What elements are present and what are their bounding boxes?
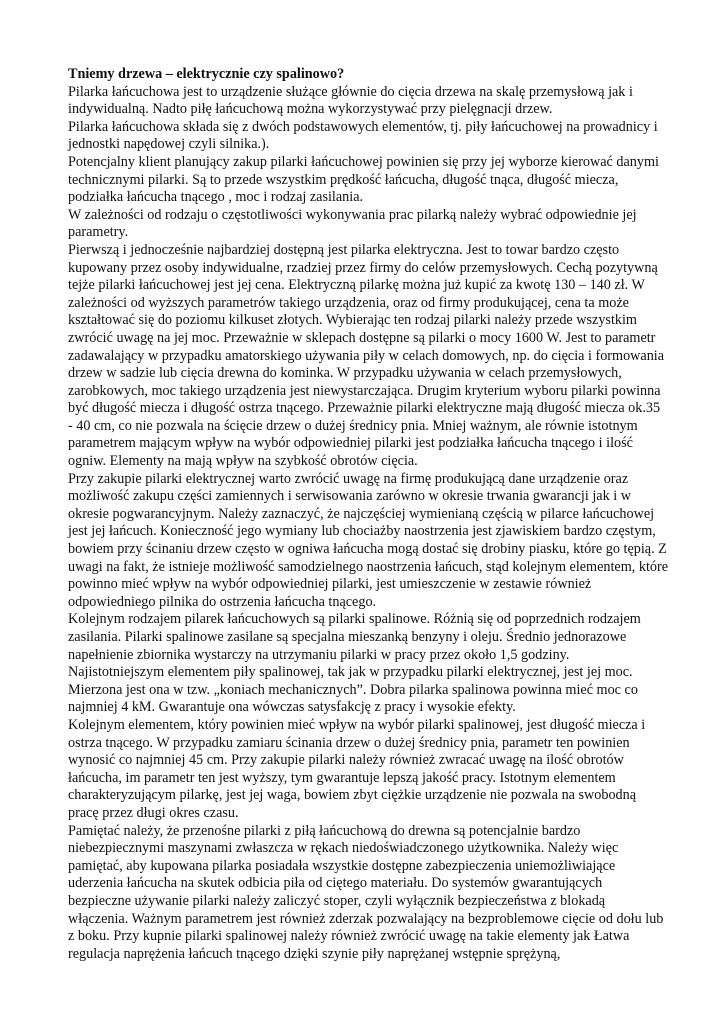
paragraph-intro: Pilarka łańcuchowa jest to urządzenie służące głównie do cięcia drzewa na skalę przemysłową jak i indywidualną. Nadto piłę łańcuchową można wykorzystywać przy pielęgnacji drzew. — [68, 83, 633, 118]
paragraph-components: Pilarka łańcuchowa składa się z dwóch podstawowych elementów, tj. piły łańcuchowej na prowadnicy i jednostki napędowej czyli silnika.). — [68, 118, 658, 153]
paragraph-blade-length: Kolejnym elementem, który powinien mieć wpływ na wybór pilarki spalinowej, jest długość miecza i ostrza tnącego. W przypadku zamiaru ścinania drzew o dużej średnicy pnia, parametr ten powinien wynosić co najmniej 45 cm. Przy zakupie pilarki należy również zwracać uwagę na ilość obrotów łańcucha, im parametr ten jest wyższy, tym gwarantuje lepszą jakość pracy. Istotnym elementem charakteryzującym pilarkę, jest jej waga, bowiem zbyt ciężkie urządzenie nie pozwala na swobodną pracę przez długi okres czasu. — [68, 716, 646, 821]
paragraph-safety: Pamiętać należy, że przenośne pilarki z piłą łańcuchową do drewna są potencjalnie bardzo niebezpiecznymi maszynami zwłaszcza w rękach niedoświadczonego użytkownika. Należy więc pamiętać, aby kupowana pilarka posiadała wszystkie dostępne zabezpieczenia uniemożliwiające uderzenia łańcucha na skutek odbicia piła od ciętego materiału. Do systemów gwarantujących bezpieczne używanie pilarki należy zaliczyć stoper, czyli wyłącznik bezpieczeństwa z blokadą włączenia. Ważnym parametrem jest również zderzak pozwalający na bezproblemowe cięcie od dołu lub z boku. Przy kupnie pilarki spalinowej należy również zwrócić uwagę na takie elementy jak Łatwa regulacja naprężenia łańcuch tnącego dzięki szynie piły naprężanej wstępnie sprężyną, — [68, 822, 664, 962]
document-title: Tniemy drzewa – elektrycznie czy spalinowo? — [68, 66, 345, 82]
paragraph-petrol-saw: Kolejnym rodzajem pilarek łańcuchowych są pilarki spalinowe. Różnią się od poprzednich rodzajem zasilania. Pilarki spalinowe zasilane są specjalna mieszanką benzyny i oleju. Średnio jednorazowe napełnienie zbiornika wystarczy na utrzymaniu pilarki w pracy przez około 1,5 godziny. Najistotniejszym elementem piły spalinowej, tak jak w przypadku pilarki elektrycznej, jest jej moc. Mierzona jest ona w tzw. „koniach mechanicznych”. Dobra pilarka spalinowa powinna mieć moc co najmniej 4 kM. Gwarantuje ona wówczas satysfakcję z pracy i wysokie efekty. — [68, 611, 641, 716]
paragraph-parameters: W zależności od rodzaju o częstotliwości wykonywania prac pilarką należy wybrać odpowiednie jej parametry. — [68, 206, 637, 241]
paragraph-manufacturer-service: Przy zakupie pilarki elektrycznej warto zwrócić uwagę na firmę produkującą dane urządzenie oraz możliwość zakupu części zamiennych i serwisowania zarówno w okresie trwania gwarancji jak i w okresie pogwarancyjnym. Należy zaznaczyć, że najczęściej wymienianą częścią w pilarce łańcuchowej jest jej łańcuch. Konieczność jego wymiany lub chociażby naostrzenia jest zjawiskiem bardzo częstym, bowiem przy ścinaniu drzew często w ogniwa łańcucha mogą dostać się drobiny piasku, które go tępią. Z uwagi na fakt, że istnieje możliwość samodzielnego naostrzenia łańcuch, stąd kolejnym elementem, które powinno mieć wpływ na wybór odpowiedniej pilarki, jest umieszczenie w zestawie również odpowiedniego pilnika do ostrzenia łańcucha tnącego. — [68, 470, 669, 610]
document-page — [68, 66, 668, 963]
paragraph-technical-data: Potencjalny klient planujący zakup pilarki łańcuchowej powinien się przy jej wyborze kierować danymi technicznymi pilarki. Są to przede wszystkim prędkość łańcucha, długość tnąca, długość miecza, podziałka łańcucha tnącego , moc i rodzaj zasilania. — [68, 153, 659, 206]
paragraph-electric-saw: Pierwszą i jednocześnie najbardziej dostępną jest pilarka elektryczna. Jest to towar bardzo często kupowany przez osoby indywidualne, rzadziej przez firmy do celów przemysłowych. Cechą pozytywną tejże pilarki łańcuchowej jest jej cena. Elektryczną pilarkę można już kupić za kwotę 130 – 140 zł. W zależności od wyższych parametrów takiego urządzenia, oraz od firmy produkującej, cena ta może kształtować się do poziomu kilkuset złotych. Wybierając ten rodzaj pilarki należy przede wszystkim zwrócić uwagę na jej moc. Przeważnie w sklepach dostępne są pilarki o mocy 1600 W. Jest to parametr zadawalający w przypadku amatorskiego używania piły w celach domowych, np. do cięcia i formowania drzew w sadzie lub cięcia drewna do kominka. W przypadku używania w celach przemysłowych, zarobkowych, moc takiego urządzenia jest niewystarczająca. Drugim kryterium wyboru pilarki powinna być długość miecza i długość ostrza tnącego. Przeważnie pilarki elektryczne mają długość miecza ok.35 - 40 cm, co nie pozwala na ścięcie drzew o dużej średnicy pnia. Mniej ważnym, ale równie istotnym parametrem mającym wpływ na wybór odpowiedniej pilarki jest podziałka łańcucha tnącego i ilość ogniw. Elementy na mają wpływ na szybkość obrotów cięcia. — [68, 241, 665, 470]
